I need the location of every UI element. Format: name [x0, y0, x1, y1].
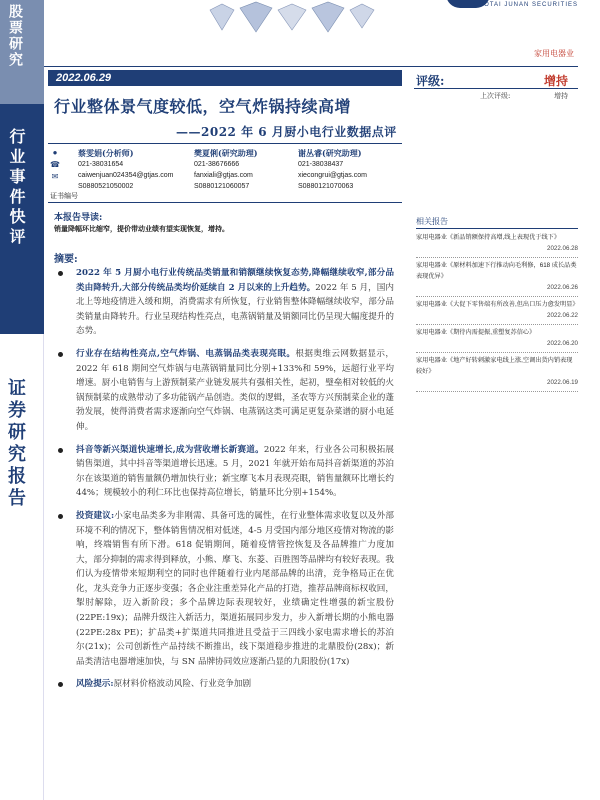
analyst-phone: 021-38676666: [194, 161, 240, 168]
analyst-name: 蔡雯娟(分析师): [78, 148, 134, 158]
abstract-bullet: [54, 443, 394, 501]
analyst-column: [298, 148, 367, 192]
related-report-title[interactable]: 家用电器业《新品销额保持高增,线上表现优于线下》: [416, 234, 561, 241]
previous-rating-value: 增持: [554, 92, 568, 100]
abstract-heading: 摘要:: [54, 254, 78, 265]
cert-label: 证书编号: [50, 193, 78, 200]
bullet-body: 原材料价格波动风险、行业竞争加剧: [113, 679, 252, 690]
left-band-bottom: [0, 334, 44, 800]
analyst-email[interactable]: caiwenjuan024354@gtjas.com: [78, 172, 174, 179]
rating-label: 评级:: [416, 74, 445, 88]
analyst-email[interactable]: xiecongrui@gtjas.com: [298, 172, 367, 179]
analyst-cert: S0880521050002: [78, 183, 134, 190]
side-label-bottom: 证券研究报告: [5, 378, 26, 510]
analyst-name: 谢丛睿(研究助理): [298, 148, 362, 158]
related-report-title[interactable]: 家用电器业《大促下零售端有所改善,但出口压力愈发明显》: [416, 301, 579, 308]
analyst-phone: 021-38038437: [298, 161, 344, 168]
abstract-bullet: [54, 347, 394, 435]
bullet-lead: 抖音等新兴渠道快速增长,成为营收增长新赛道。: [76, 444, 264, 455]
rating-box: [414, 70, 578, 102]
related-report-item[interactable]: [416, 299, 578, 325]
phone-icon: ☎: [50, 160, 60, 169]
analyst-phone: 021-38031654: [78, 161, 124, 168]
person-icon: ●: [52, 148, 58, 157]
related-divider: [416, 228, 578, 229]
brand-header: [200, 0, 600, 40]
report-subtitle: ——2022 年 6 月厨小电行业数据点评: [176, 125, 397, 139]
guide-text: 销量降幅环比缩窄，提价带动业绩有望实现恢复，增持。: [54, 224, 229, 233]
rating-value: 增持: [543, 74, 568, 88]
bullet-dot-icon: [58, 352, 63, 357]
related-report-item[interactable]: [416, 260, 578, 297]
bullet-lead: 行业存在结构性亮点,空气炸锅、电蒸锅品类表现亮眼。: [76, 348, 296, 359]
analyst-column: [194, 148, 258, 192]
analyst-cert: S0880121060057: [194, 183, 250, 190]
related-report-date: 2022.06.28: [416, 243, 578, 258]
abstract-bullet: [54, 266, 394, 339]
bullet-dot-icon: [58, 271, 63, 276]
bullet-body: 根据奥维云网数据显示，2022 年 618 期间空气炸锅与电蒸锅销量同比分别+133%和 59%，远超行业平均增速。厨小电销售与上游预制菜产业链发展共有强相关性，起初，璧垒相对较低的火锅预制菜的成熟带动了多功能锅产品创造。类似的逻辑，圣农等方兴预制菜企业的蓬勃发展，使得消费者需求逐渐向空气炸锅、电蒸锅这类可满足更复杂菜谱的厨小电延伸。: [76, 348, 394, 432]
related-reports-list: [416, 232, 578, 394]
related-report-date: 2022.06.20: [416, 338, 578, 353]
email-icon: ✉: [51, 172, 59, 181]
left-band-top: [0, 0, 44, 104]
related-report-title[interactable]: 家用电器业《期待内需提振,重塑复苏信心》: [416, 329, 536, 336]
bullet-lead: 投资建议:: [76, 510, 115, 521]
analyst-name: 樊夏俐(研究助理): [194, 148, 258, 158]
related-report-title[interactable]: 家用电器业《原材料加速下行推动向毛利修，618 成长品类表现优异》: [416, 262, 577, 280]
analyst-column: [78, 148, 173, 192]
rating-divider: [414, 88, 578, 89]
guide-heading: 本报告导读:: [54, 213, 103, 223]
analyst-table: [48, 143, 402, 203]
brand-name: GUOTAI JUNAN SECURITIES: [473, 2, 578, 8]
report-date: 2022.06.29: [48, 70, 402, 86]
related-report-item[interactable]: [416, 355, 578, 392]
bullet-dot-icon: [58, 514, 63, 519]
related-report-item[interactable]: [416, 327, 578, 353]
bullet-body: 2022 年 5 月，国内北上等地疫情进入缓和期，消费需求有所恢复，行业销售整体降幅继续收窄，部分品类销量由降转升。行业呈现结构性亮点，电蒸锅销量及销额同比仍呈现大幅度提升的态势。: [76, 282, 394, 337]
previous-rating-label: 上次评级:: [480, 92, 511, 100]
side-label-middle: 行业事件快评: [7, 128, 26, 248]
bullet-lead: 风险提示:: [76, 679, 114, 690]
left-band: [0, 0, 44, 800]
related-report-date: 2022.06.26: [416, 282, 578, 297]
sector-tag: 家用电器业: [534, 49, 574, 58]
abstract-bullets: [54, 266, 394, 700]
bullet-dot-icon: [58, 448, 63, 453]
bullet-body: 2022 年来，行业各公司积极拓展销售渠道，其中抖音等渠道增长迅速。5 月，2021 年就开始布局抖音新渠道的苏泊尔在该渠道的销售量额仍增加快行业；新宝摩飞本月表现亮眼，销售量额环比增长约 44%；规模较小的利仁环比也保持高位增长，销量环比分别+154%。: [76, 444, 395, 499]
related-report-date: 2022.06.19: [416, 377, 578, 392]
header-divider: [44, 66, 578, 67]
bullet-dot-icon: [58, 682, 63, 687]
analyst-icons: [50, 148, 66, 184]
related-report-item[interactable]: [416, 232, 578, 258]
analyst-email[interactable]: fanxiali@gtjas.com: [194, 172, 253, 179]
analyst-cert: S0880121070063: [298, 183, 354, 190]
report-title: 行业整体景气度较低，空气炸锅持续高增: [54, 97, 352, 116]
related-report-title[interactable]: 家用电器业《地产好转刺激家电线上涨,空调出货内销表现较好》: [416, 357, 573, 375]
related-reports-heading: 相关报告: [416, 217, 448, 226]
related-report-date: 2022.06.22: [416, 310, 578, 325]
gems-logo-icon: [200, 0, 430, 38]
abstract-bullet: [54, 509, 394, 670]
bullet-lead: 2022 年 5 月厨小电行业传统品类销量和销额继续恢复态势,降幅继续收窄,部分品类由降转升,大部分传统品类均价延续自 2 月以来的上升趋势。: [76, 268, 394, 293]
left-band-middle: [0, 104, 44, 334]
abstract-bullet: [54, 677, 394, 692]
bullet-body: 小家电品类多为非刚需、具备可选的属性，在行业整体需求收复以及外部环境不利的情况下，整体销售情况相对低迷，4-5 月受国内部分地区疫情对物流的影响，终端销售有所下滑。618 促销期间，随着疫情管控恢复及各品牌推广力度加大，部分抑制的需求得到释放，小熊、摩飞、东菱、百胜图等品牌均有较好表现。我们认为疫情带来短期利空的同时也伴随着行业内尾部品牌的出清，竞争格局正在优化，龙头竞争力正逐步变强；各企业注重差异化产品的打造，推荐品牌商标权收回，掣肘解除，迈入新阶段；多个品牌边际表现较好，业绩确定性增强的新宝股份(22PE:19x)；品牌升级注入新活力，渠道拓展同步发力，步入新增长期的小熊电器(22PE:28x PE)；扩品类+扩渠道共同推进且受益于三四线小家电需求增长的苏泊尔(21x)；公司创新性产品持续不断推出，线下渠道稳步推进的北鼎股份(28x)；新品类清洁电器增速加快，与 SN 品牌协同效应逐渐凸显的九阳股份(17x): [76, 510, 394, 667]
side-label-top: 股票研究: [7, 4, 23, 68]
